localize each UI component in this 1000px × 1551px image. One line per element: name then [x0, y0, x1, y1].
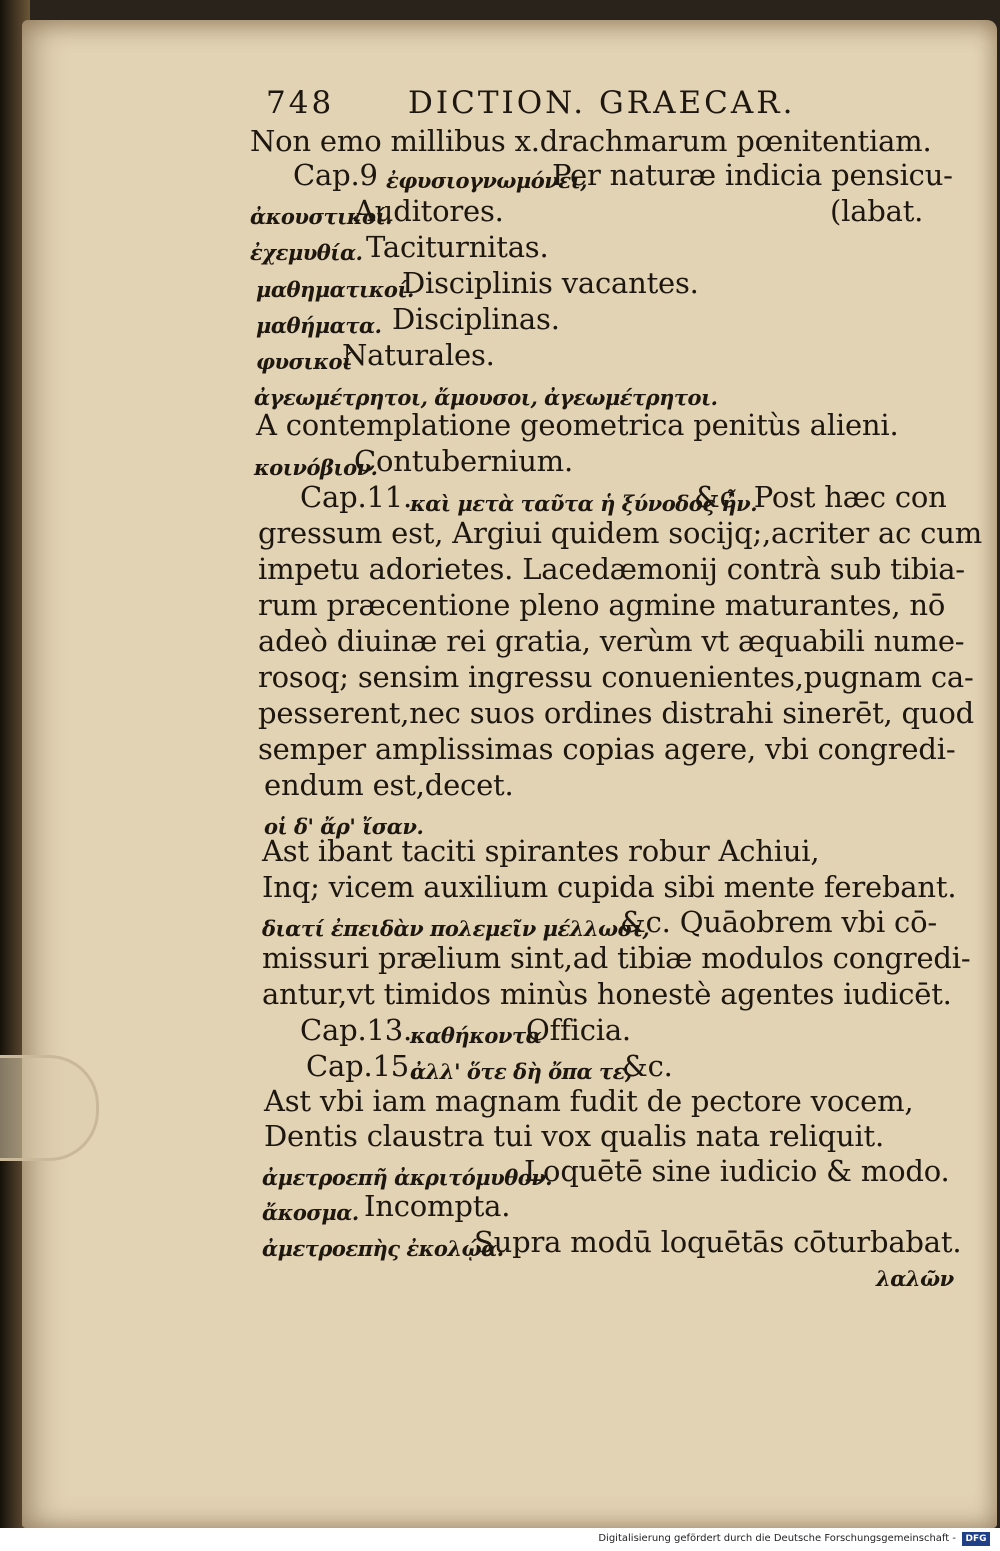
dfg-logo-icon: DFG [962, 1532, 990, 1546]
text-line: Disciplinas. [392, 302, 560, 336]
text-line: adeò diuinæ rei gratia, verùm vt æquabili nume- [258, 624, 965, 658]
page-number: 748 [266, 85, 335, 121]
greek-term: ἐχεμυθία. [250, 240, 363, 265]
verse-line: Ast ibant taciti spirantes robur Achiui, [262, 834, 820, 868]
text-line: Officia. [526, 1013, 631, 1047]
funding-credit: Digitalisierung gefördert durch die Deutsche Forschungsgemeinschaft - [598, 1533, 956, 1544]
verse-line: Ast vbi iam magnam fudit de pectore vocem, [264, 1084, 914, 1118]
text-line: A contemplatione geometrica penitùs alieni. [256, 408, 899, 442]
greek-term: ἐφυσιογνωμόνει, [386, 168, 588, 193]
text-line: Per naturæ indicia pensicu- [552, 158, 953, 192]
text-line: pesserent,nec suos ordines distrahi sinerēt, quod [258, 696, 975, 730]
text-line: Supra modū loquētās cōturbabat. [474, 1225, 962, 1259]
running-head: DICTION. GRAECAR. [408, 85, 796, 121]
greek-term: διατί ἐπειδὰν πολεμεῖν μέλλωσι, [262, 916, 650, 941]
text-line: missuri prælium sint,ad tibiæ modulos congredi- [262, 941, 971, 975]
greek-term: ἄκοσμα. [262, 1200, 359, 1225]
chapter-ref: Cap.13. [300, 1013, 412, 1047]
chapter-ref: Cap.9 [293, 158, 378, 192]
greek-term: καὶ μετὰ ταῦτα ἡ ξύνοδος ἦν. [410, 491, 757, 516]
verse-line: Dentis claustra tui vox qualis nata reliquit. [264, 1119, 885, 1153]
text-line: antur,vt timidos minùs honestè agentes iudicēt. [262, 977, 952, 1011]
footer-bar [0, 1528, 1000, 1551]
greek-term: μαθήματα. [256, 313, 382, 338]
chapter-ref: Cap.15. [306, 1049, 418, 1083]
greek-term: ἀμετροεπὴς ἐκολῴα. [262, 1236, 504, 1261]
text-line: Auditores. [354, 194, 504, 228]
text-line: rum præcentione pleno agmine maturantes, nō [258, 588, 946, 622]
greek-term: ἀγεωμέτρητοι, ἄμουσοι, ἀγεωμέτρητοι. [254, 385, 718, 410]
text-line: gressum est, Argiui quidem socijq;,acriter ac cum [258, 516, 982, 550]
text-line: rosoq; sensim ingressu conuenientes,pugnam ca- [258, 660, 974, 694]
greek-term: οἱ δ' ἄρ' ἴσαν. [264, 814, 424, 839]
text-line: Non emo millibus x.drachmarum pœnitentiam. [250, 124, 932, 158]
chapter-ref: Cap.11. [300, 480, 412, 514]
greek-term: ἀκουστικοί. [250, 204, 392, 229]
text-line: Naturales. [342, 338, 495, 372]
text-line: Incompta. [364, 1189, 511, 1223]
greek-term: καθήκοντα [410, 1023, 542, 1048]
text-line: Contubernium. [354, 444, 573, 478]
text-line: &c. Quāobrem vbi cō- [620, 905, 937, 939]
text-line: &c. Post hæc con [694, 480, 947, 514]
text-line: Loquētē sine iudicio & modo. [524, 1154, 950, 1188]
text-line: (labat. [830, 194, 924, 228]
greek-term: μαθηματικοί. [256, 277, 414, 302]
text-line: endum est,decet. [264, 768, 514, 802]
text-line: impetu adorietes. Lacedæmonij contrà sub tibia- [258, 552, 965, 586]
catchword: λαλῶν [876, 1266, 954, 1291]
greek-term: ἀλλ' ὅτε δὴ ὄπα τε, [410, 1059, 632, 1084]
greek-term: κοινόβιον. [254, 455, 378, 480]
text-line: Disciplinis vacantes. [402, 266, 699, 300]
text-line: Taciturnitas. [366, 230, 549, 264]
text-line: &c. [622, 1049, 673, 1083]
greek-term: ἀμετροεπῆ ἀκριτόμυθον. [262, 1165, 553, 1190]
verse-line: Inq; vicem auxilium cupida sibi mente ferebant. [262, 870, 957, 904]
greek-term: φυσικοί [256, 349, 352, 374]
text-line: semper amplissimas copias agere, vbi congredi- [258, 732, 956, 766]
